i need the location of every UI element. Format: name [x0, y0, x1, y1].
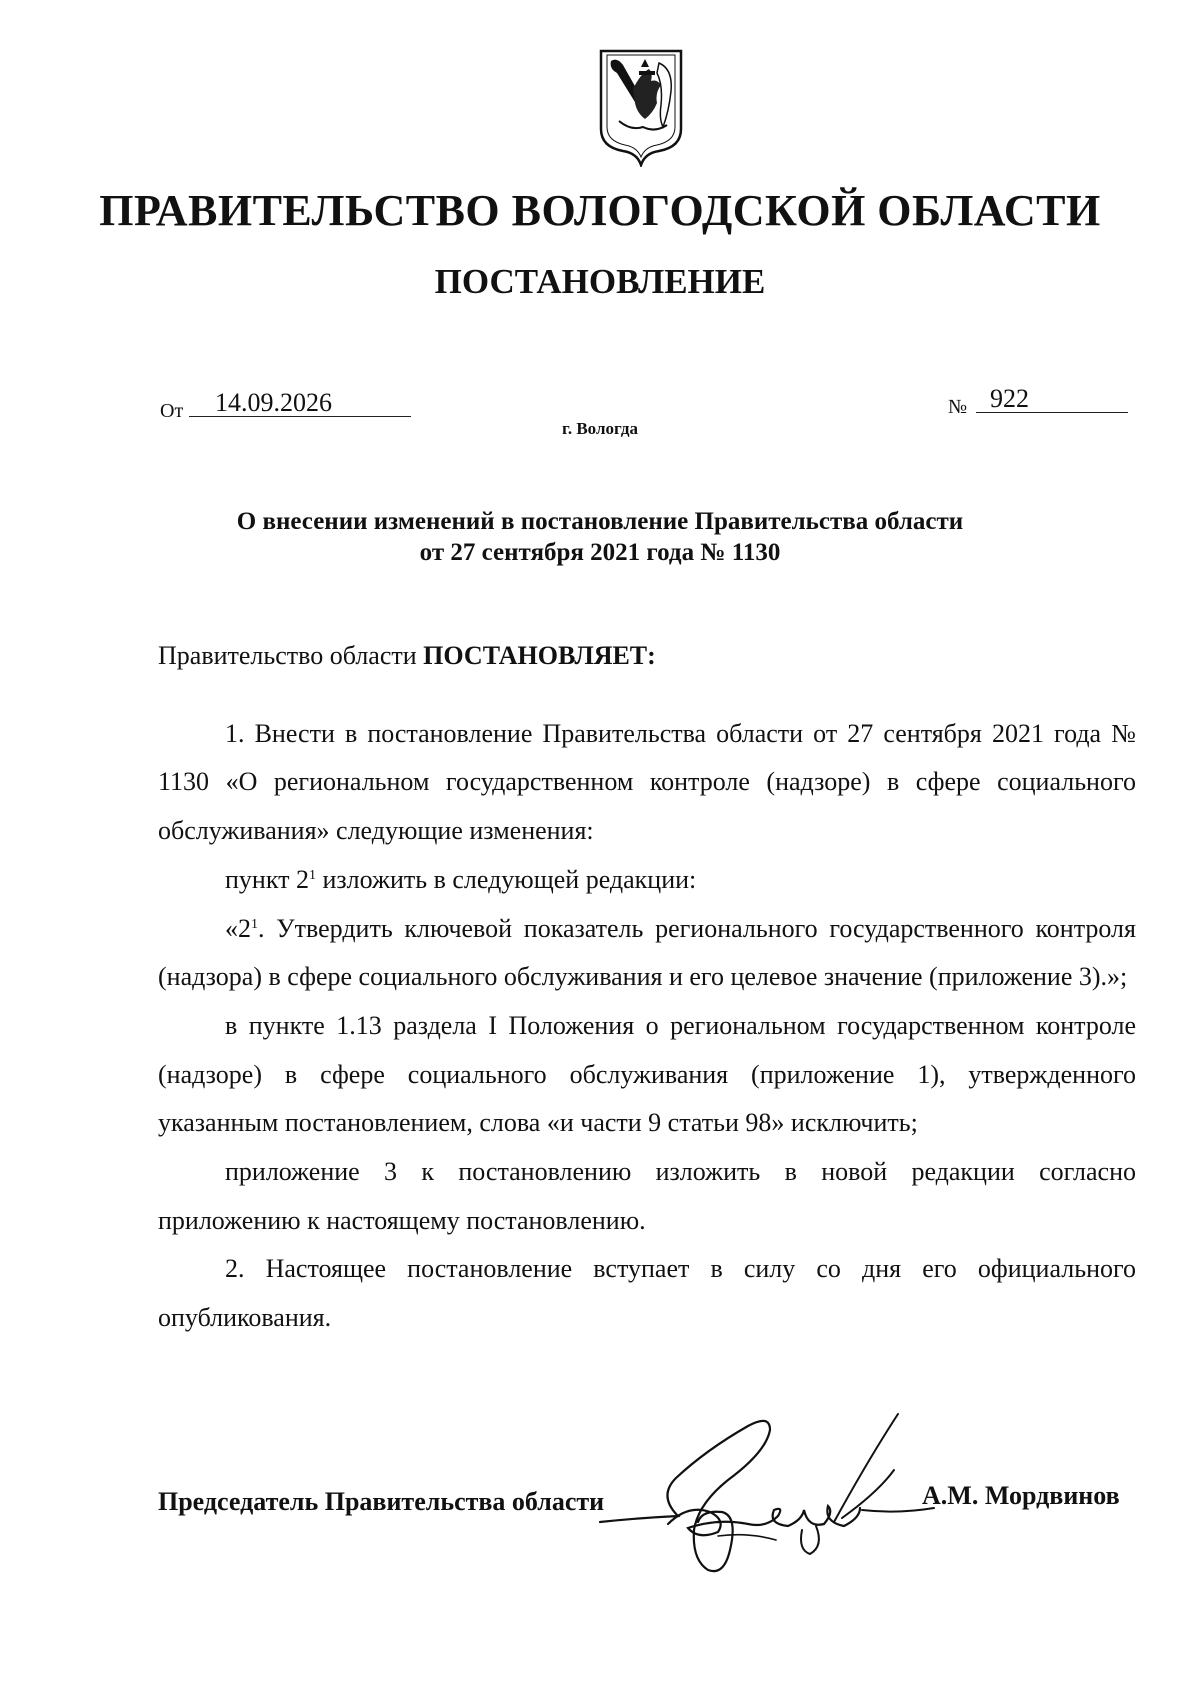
document-body	[158, 632, 1136, 1343]
paragraph-5: приложение 3 к постановлению изложить в новой редакции согласно приложению к настоящему постановлению.	[158, 1157, 1136, 1235]
intro-text: Правительство области	[158, 641, 424, 670]
document-number: 922	[990, 384, 1029, 413]
signatory-title: Председатель Правительства области	[158, 1487, 605, 1516]
intro-decree-word: ПОСТАНОВЛЯЕТ:	[423, 641, 656, 670]
paragraph-1: 1. Внести в постановление Правительства области от 27 сентября 2021 года № 1130 «О региональном государственном контроле (надзоре) в сфере социального обслуживания» следующие изменения:	[158, 718, 1136, 846]
number-prefix: №	[948, 396, 968, 418]
document-subject	[150, 506, 1050, 568]
signatory-name: А.М. Мордвинов	[922, 1481, 1120, 1510]
paragraph-2: пункт $2^1$ изложить в следующей редакции:	[225, 864, 697, 894]
paragraph-3: «$2^1$. Утвердить ключевой показатель регионального государственного контроля (надзора) в сфере социального обслуживания и его целевое значение (приложение 3).»;	[158, 913, 1136, 992]
date-underline	[189, 416, 411, 417]
subject-line-1: О внесении изменений в постановление Правительства области	[236, 508, 964, 535]
handwritten-signature	[598, 1400, 948, 1590]
coat-of-arms-icon	[597, 47, 685, 167]
date-prefix: От	[160, 400, 184, 422]
paragraph-4: в пункте 1.13 раздела I Положения о региональном государственном контроле (надзоре) в сфере социального обслуживания (приложение 1), утвержденного указанным постановлением, слова «и части 9 статьи 98» исключить;	[158, 1010, 1136, 1138]
doc-type-title: ПОСТАНОВЛЕНИЕ	[434, 262, 766, 301]
subject-line-2: от 27 сентября 2021 года № 1130	[419, 539, 781, 566]
org-title: ПРАВИТЕЛЬСТВО ВОЛОГОДСКОЙ ОБЛАСТИ	[99, 186, 1101, 235]
intro-paragraph	[158, 632, 1136, 681]
city-label: г. Вологда	[562, 419, 638, 438]
document-date: 14.09.2026	[215, 388, 332, 417]
paragraph-6: 2. Настоящее постановление вступает в силу со дня его официального опубликования.	[158, 1254, 1136, 1333]
number-underline	[976, 412, 1128, 413]
